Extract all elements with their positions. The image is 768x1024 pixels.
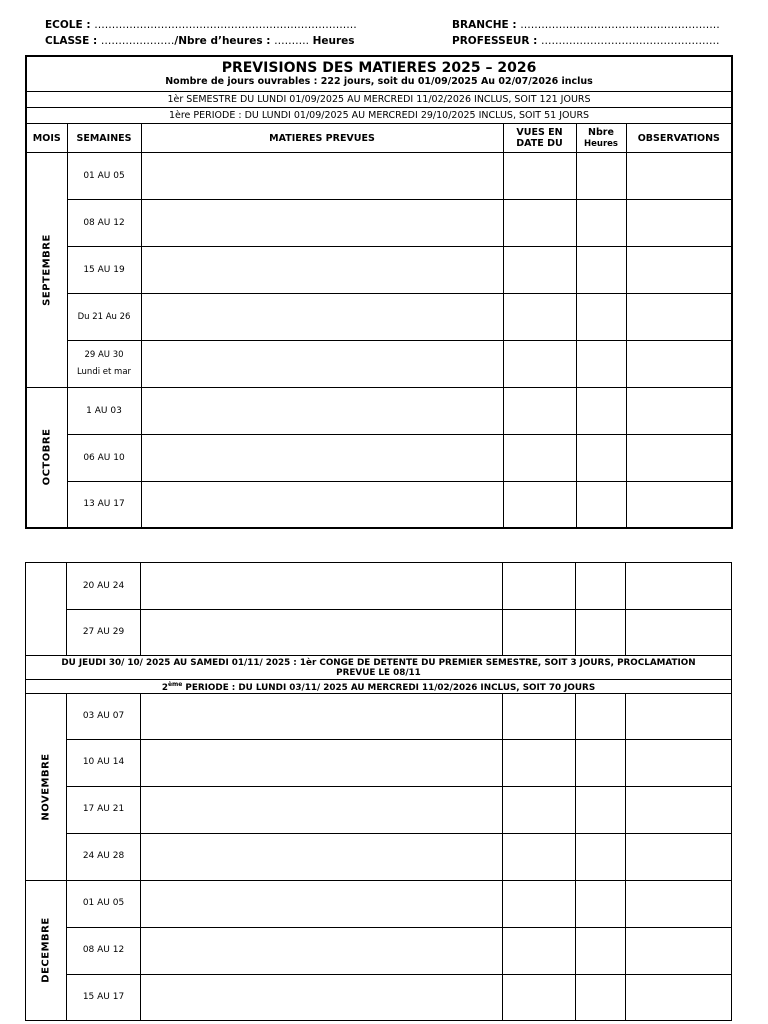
vues-cell[interactable] xyxy=(503,247,576,294)
planning-table-1 xyxy=(25,55,733,529)
branche-label: BRANCHE : xyxy=(452,19,517,31)
period2-num: 2 xyxy=(161,682,168,693)
matieres-cell[interactable] xyxy=(141,693,503,739)
page-subtitle: Nombre de jours ouvrables : 222 jours, soit du 01/09/2025 Au 02/07/2026 inclus xyxy=(165,76,593,87)
vues-cell[interactable] xyxy=(503,200,576,247)
period2-info xyxy=(26,680,732,694)
conge-line2: PREVUE LE 08/11 xyxy=(336,667,421,678)
classe-label: CLASSE : xyxy=(45,35,98,47)
observations-cell[interactable] xyxy=(626,435,732,482)
col-matieres: MATIERES PREVUES xyxy=(141,124,503,153)
observations-cell[interactable] xyxy=(626,610,732,656)
vues-cell[interactable] xyxy=(503,435,576,482)
month-label: DECEMBRE xyxy=(40,917,52,984)
classe-dots: ………………… xyxy=(100,35,175,47)
ecole-label: ECOLE : xyxy=(45,19,91,31)
observations-cell[interactable] xyxy=(626,153,732,200)
professeur-dots: …………………………………………… xyxy=(541,35,720,47)
heures-cell[interactable] xyxy=(576,153,626,200)
observations-cell[interactable] xyxy=(626,739,732,786)
week-cell: 06 AU 10 xyxy=(67,435,141,482)
matieres-cell[interactable] xyxy=(141,482,503,528)
column-header-row xyxy=(26,124,732,153)
month-label: SEPTEMBRE xyxy=(41,234,53,306)
professeur-field xyxy=(452,35,720,47)
heures-cell[interactable] xyxy=(576,927,626,974)
vues-cell[interactable] xyxy=(503,880,576,927)
table-row xyxy=(26,739,732,786)
week-cell: 20 AU 24 xyxy=(67,563,141,610)
matieres-cell[interactable] xyxy=(141,247,503,294)
conge-row xyxy=(26,656,732,680)
heures-cell[interactable] xyxy=(576,610,626,656)
table-row xyxy=(26,388,732,435)
matieres-cell[interactable] xyxy=(141,294,503,341)
week-cell: 15 AU 17 xyxy=(67,974,141,1020)
matieres-cell[interactable] xyxy=(141,435,503,482)
week-cell: 24 AU 28 xyxy=(67,833,141,880)
observations-cell[interactable] xyxy=(626,482,732,528)
observations-cell[interactable] xyxy=(626,294,732,341)
table-row xyxy=(26,974,732,1020)
table-row xyxy=(26,693,732,739)
col-nbre xyxy=(576,124,626,153)
week-cell: 1 AU 03 xyxy=(67,388,141,435)
vues-cell[interactable] xyxy=(503,341,576,388)
month-label: NOVEMBRE xyxy=(40,753,52,821)
heures-cell[interactable] xyxy=(576,247,626,294)
matieres-cell[interactable] xyxy=(141,200,503,247)
col-vues-line1: VUES EN xyxy=(516,127,563,138)
ecole-dots: ………………………………………………………………… xyxy=(94,19,357,31)
observations-cell[interactable] xyxy=(626,880,732,927)
week-cell: 17 AU 21 xyxy=(67,786,141,833)
month-cell-octobre-continued xyxy=(26,563,67,656)
matieres-cell[interactable] xyxy=(141,610,503,656)
vues-cell[interactable] xyxy=(503,693,576,739)
observations-cell[interactable] xyxy=(626,693,732,739)
heures-cell[interactable] xyxy=(576,833,626,880)
col-mois: MOIS xyxy=(26,124,67,153)
vues-cell[interactable] xyxy=(503,786,576,833)
table-row xyxy=(26,563,732,610)
matieres-cell[interactable] xyxy=(141,974,503,1020)
table-row xyxy=(26,880,732,927)
heures-cell[interactable] xyxy=(576,294,626,341)
vues-cell[interactable] xyxy=(503,563,576,610)
title-block xyxy=(26,56,732,92)
heures-cell[interactable] xyxy=(576,739,626,786)
col-nbre-line2: Heures xyxy=(584,138,618,149)
month-cell-decembre xyxy=(26,880,67,1020)
professeur-label: PROFESSEUR : xyxy=(452,35,538,47)
heures-cell[interactable] xyxy=(576,200,626,247)
table-row xyxy=(26,833,732,880)
col-observations: OBSERVATIONS xyxy=(626,124,732,153)
table-row xyxy=(26,341,732,388)
table-row xyxy=(26,435,732,482)
week-cell: 08 AU 12 xyxy=(67,200,141,247)
table-row xyxy=(26,153,732,200)
week-cell xyxy=(67,341,141,388)
observations-cell[interactable] xyxy=(626,563,732,610)
page-title: PREVISIONS DES MATIERES 2025 – 2026 xyxy=(221,60,537,76)
vues-cell[interactable] xyxy=(503,833,576,880)
matieres-cell[interactable] xyxy=(141,388,503,435)
observations-cell[interactable] xyxy=(626,388,732,435)
matieres-cell[interactable] xyxy=(141,833,503,880)
vues-cell[interactable] xyxy=(503,153,576,200)
ecole-field xyxy=(45,19,357,31)
vues-cell[interactable] xyxy=(503,388,576,435)
observations-cell[interactable] xyxy=(626,786,732,833)
table-row xyxy=(26,786,732,833)
month-cell-octobre xyxy=(26,388,67,528)
table-row xyxy=(26,610,732,656)
branche-dots: ………………………………………………… xyxy=(520,19,720,31)
table-row xyxy=(26,247,732,294)
heures-cell[interactable] xyxy=(576,880,626,927)
vues-cell[interactable] xyxy=(503,974,576,1020)
matieres-cell[interactable] xyxy=(141,880,503,927)
table-row xyxy=(26,294,732,341)
heures-cell[interactable] xyxy=(576,563,626,610)
observations-cell[interactable] xyxy=(626,200,732,247)
week-line1: 29 AU 30 xyxy=(84,350,124,360)
week-cell: 08 AU 12 xyxy=(67,927,141,974)
col-vues xyxy=(503,124,576,153)
matieres-cell[interactable] xyxy=(141,739,503,786)
heures-cell[interactable] xyxy=(576,435,626,482)
matieres-cell[interactable] xyxy=(141,341,503,388)
matieres-cell[interactable] xyxy=(141,927,503,974)
week-cell: 01 AU 05 xyxy=(67,153,141,200)
heures-label: /Nbre d’heures : xyxy=(174,35,271,47)
heures-cell[interactable] xyxy=(576,693,626,739)
vues-cell[interactable] xyxy=(503,610,576,656)
observations-cell[interactable] xyxy=(626,927,732,974)
heures-cell[interactable] xyxy=(576,974,626,1020)
heures-cell[interactable] xyxy=(576,482,626,528)
matieres-cell[interactable] xyxy=(141,786,503,833)
matieres-cell[interactable] xyxy=(141,563,503,610)
classe-field xyxy=(45,35,355,47)
heures-cell[interactable] xyxy=(576,341,626,388)
month-cell-septembre xyxy=(26,153,67,388)
col-semaines: SEMAINES xyxy=(67,124,141,153)
period-info: 1ère PERIODE : DU LUNDI 01/09/2025 AU MERCREDI 29/10/2025 INCLUS, SOIT 51 JOURS xyxy=(26,108,732,124)
observations-cell[interactable] xyxy=(626,247,732,294)
observations-cell[interactable] xyxy=(626,974,732,1020)
period2-text: PERIODE : DU LUNDI 03/11/ 2025 AU MERCREDI 11/02/2026 INCLUS, SOIT 70 JOURS xyxy=(182,682,596,693)
week-cell: 15 AU 19 xyxy=(67,247,141,294)
planning-table-2 xyxy=(25,562,732,1021)
heures-cell[interactable] xyxy=(576,388,626,435)
heures-dots: ………. xyxy=(274,35,309,47)
col-vues-line2: DATE DU xyxy=(516,138,563,149)
week-cell: 01 AU 05 xyxy=(67,880,141,927)
week-cell: 03 AU 07 xyxy=(67,693,141,739)
observations-cell[interactable] xyxy=(626,341,732,388)
period2-sup: ème xyxy=(167,681,183,688)
conge-info xyxy=(26,656,732,680)
semester-info: 1èr SEMESTRE DU LUNDI 01/09/2025 AU MERCREDI 11/02/2026 INCLUS, SOIT 121 JOURS xyxy=(26,92,732,108)
week-cell: 13 AU 17 xyxy=(67,482,141,528)
period2-row xyxy=(26,680,732,694)
table-row xyxy=(26,482,732,528)
heures-cell[interactable] xyxy=(576,786,626,833)
vues-cell[interactable] xyxy=(503,927,576,974)
week-cell: Du 21 Au 26 xyxy=(67,294,141,341)
vues-cell[interactable] xyxy=(503,739,576,786)
branche-field xyxy=(452,19,720,31)
heures-unit: Heures xyxy=(312,35,355,47)
conge-line1: DU JEUDI 30/ 10/ 2025 AU SAMEDI 01/11/ 2025 : 1èr CONGE DE DETENTE DU PREMIER SEMESTRE, SOIT 3 JOURS, PROCLAMATION xyxy=(61,657,696,668)
month-cell-novembre xyxy=(26,693,67,880)
week-cell: 27 AU 29 xyxy=(67,610,141,656)
matieres-cell[interactable] xyxy=(141,153,503,200)
month-label: OCTOBRE xyxy=(41,428,53,486)
table-row xyxy=(26,927,732,974)
vues-cell[interactable] xyxy=(503,294,576,341)
col-nbre-line1: Nbre xyxy=(588,126,614,138)
week-line2: Lundi et mar xyxy=(76,367,132,377)
observations-cell[interactable] xyxy=(626,833,732,880)
table-row xyxy=(26,200,732,247)
vues-cell[interactable] xyxy=(503,482,576,528)
week-cell: 10 AU 14 xyxy=(67,739,141,786)
